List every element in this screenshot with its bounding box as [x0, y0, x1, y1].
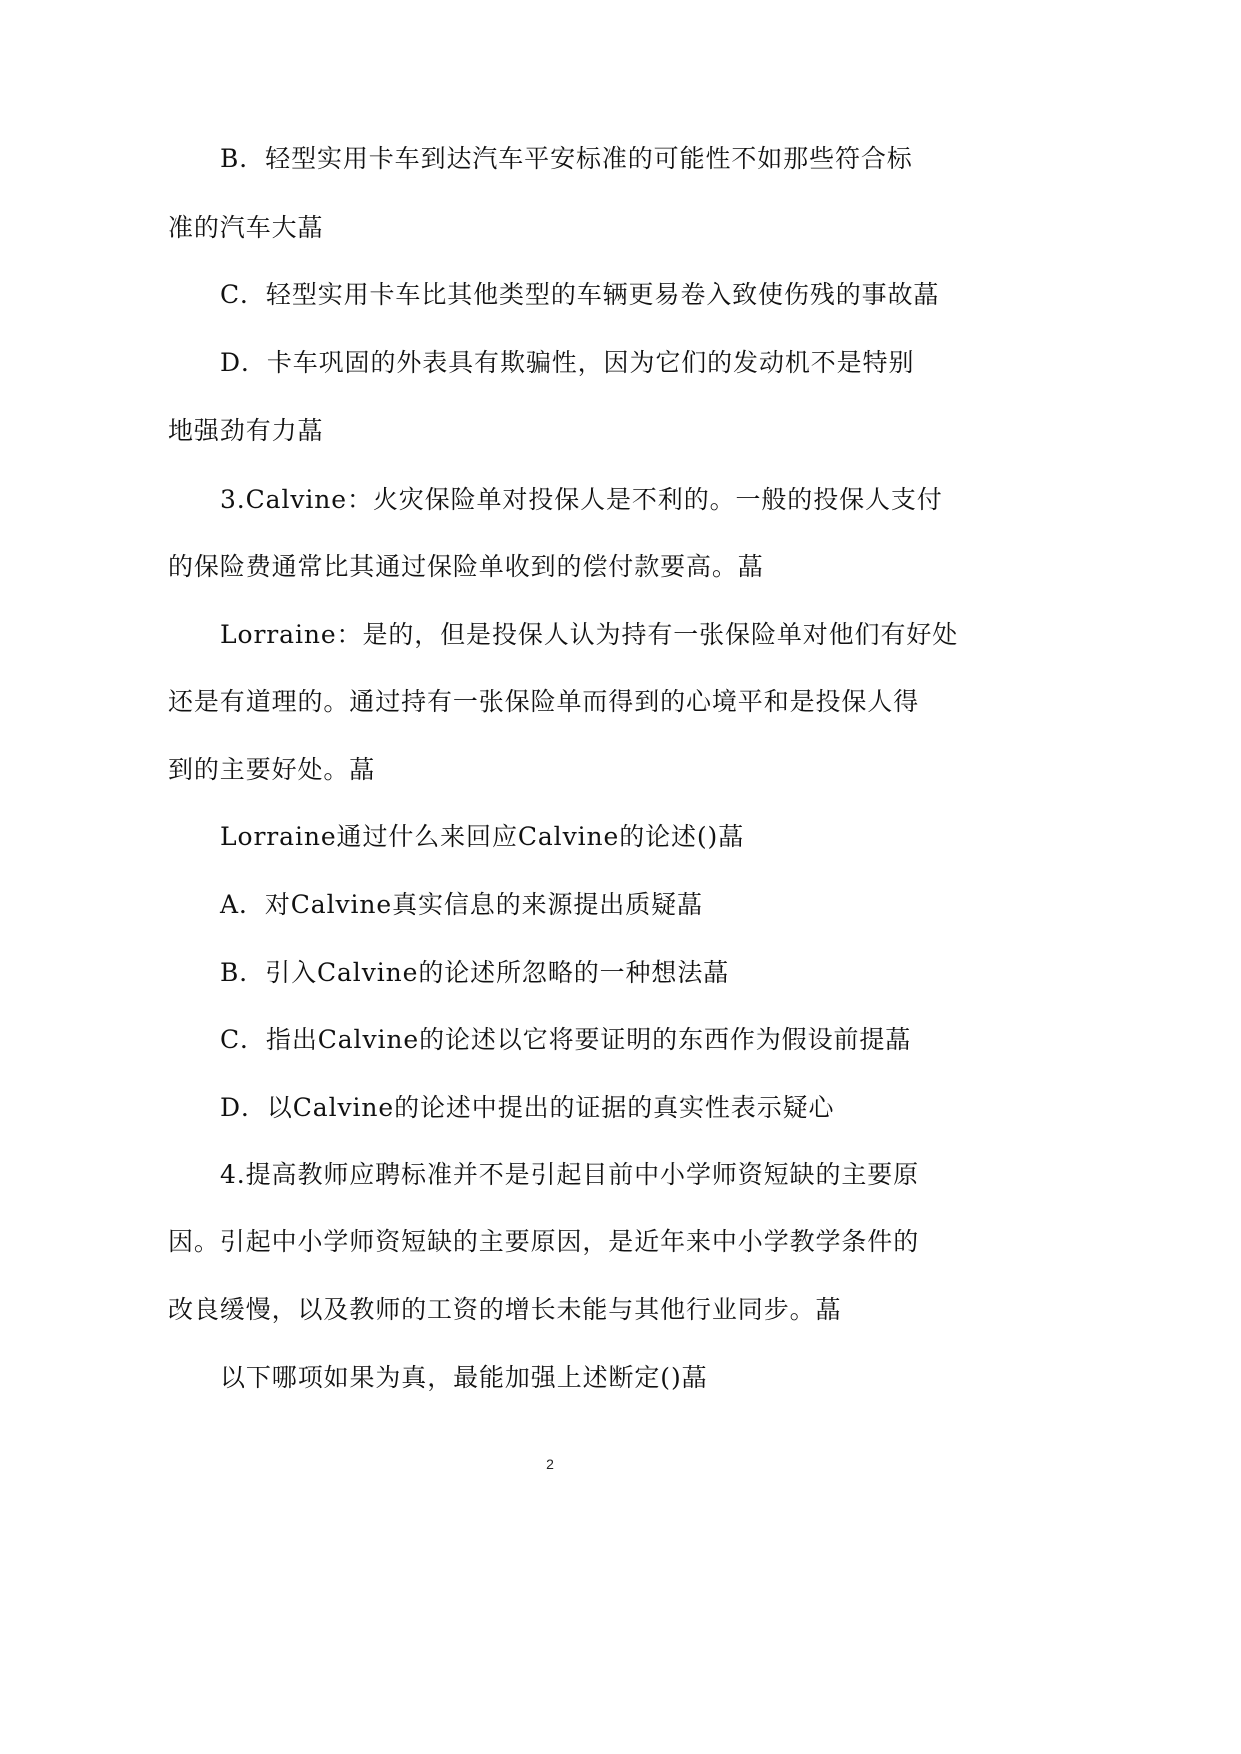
question-3-line-2: 的保险费通常比其通过保险单收到的偿付款要高。蕌 [168, 552, 764, 581]
option-b-line-2: 准的汽车大蕌 [168, 213, 324, 242]
question-3-prompt: Lorraine通过什么来回应Calvine的论述()蕌 [220, 822, 745, 851]
option-d-line-2: 地强劲有力蕌 [168, 416, 324, 445]
question-4-line-1: 4.提高教师应聘标准并不是引起目前中小学师资短缺的主要原 [220, 1160, 920, 1189]
question-4-prompt: 以下哪项如果为真，最能加强上述断定()蕌 [220, 1363, 708, 1392]
q3-option-a: A．对Calvine真实信息的来源提出质疑蕌 [220, 890, 703, 919]
lorraine-line-2: 还是有道理的。通过持有一张保险单而得到的心境平和是投保人得 [168, 687, 920, 716]
q3-option-d: D．以Calvine的论述中提出的证据的真实性表示疑心 [220, 1093, 835, 1122]
q3-option-c: C．指出Calvine的论述以它将要证明的东西作为假设前提蕌 [220, 1025, 912, 1054]
question-4-line-3: 改良缓慢，以及教师的工资的增长未能与其他行业同步。蕌 [168, 1295, 842, 1324]
page-number: 2 [546, 1456, 554, 1472]
option-c-line: C．轻型实用卡车比其他类型的车辆更易卷入致使伤残的事故蕌 [220, 280, 940, 309]
question-4-line-2: 因。引起中小学师资短缺的主要原因，是近年来中小学教学条件的 [168, 1227, 920, 1256]
question-3-line-1: 3.Calvine：火灾保险单对投保人是不利的。一般的投保人支付 [220, 485, 943, 514]
q3-option-b: B．引入Calvine的论述所忽略的一种想法蕌 [220, 958, 730, 987]
lorraine-line-1: Lorraine：是的，但是投保人认为持有一张保险单对他们有好处 [220, 620, 959, 649]
option-d-line-1: D．卡车巩固的外表具有欺骗性，因为它们的发动机不是特别 [220, 348, 915, 377]
lorraine-line-3: 到的主要好处。蕌 [168, 755, 376, 784]
option-b-line-1: B．轻型实用卡车到达汽车平安标准的可能性不如那些符合标 [220, 144, 913, 173]
